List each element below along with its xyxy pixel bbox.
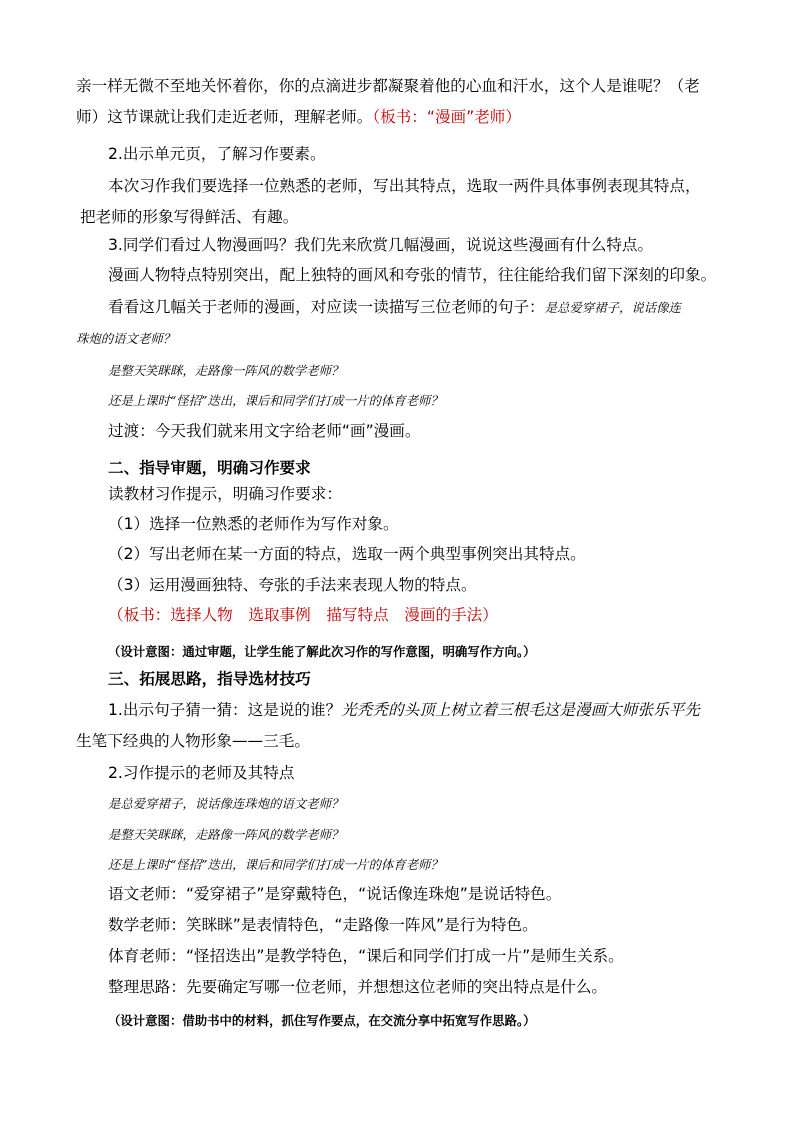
paragraph-line: 读教材习作提示，明确习作要求： [108, 485, 342, 503]
design-intent-note: （设计意图：通过审题，让学生能了解此次习作的写作意图，明确写作方向。） [108, 644, 536, 659]
list-item: （1）选择一位熟悉的老师作为写作对象。 [108, 515, 399, 533]
board-note: （板书：“漫画”老师） [372, 108, 521, 126]
quote-text: 光秃秃的头顶上树立着三根毛这是漫画大师张乐平先 [341, 701, 700, 719]
section-heading: 二、指导审题，明确习作要求 [108, 459, 311, 477]
quote-line: 是整天笑眯眯，走路像一阵风的数学老师？ [108, 363, 344, 378]
paragraph-line: 过渡：今天我们就来用文字给老师“画”漫画。 [108, 422, 421, 440]
paragraph-line: 数学老师：笑眯眯”是表情特色，“走路像一阵风”是行为特色。 [108, 916, 538, 934]
paragraph-line: 3.同学们看过人物漫画吗？我们先来欣赏几幅漫画，说说这些漫画有什么特点。 [108, 236, 654, 254]
list-item: （3）运用漫画独特、夸张的手法来表现人物的特点。 [108, 576, 477, 594]
paragraph-line: 看看这几幅关于老师的漫画，对应读一读描写三位老师的句子：是总爱穿裙子，说话像连 [108, 298, 681, 316]
paragraph-line: 本次习作我们要选择一位熟悉的老师，写出其特点，选取一两件具体事例表现其特点， [108, 177, 701, 195]
paragraph-line: 生笔下经典的人物形象——三毛。 [76, 732, 310, 750]
quote-line: 是总爱穿裙子，说话像连珠炮的语文老师？ [108, 796, 344, 811]
paragraph-line [76, 327, 175, 350]
quote-text: 是总爱穿裙子，说话像连 [544, 300, 681, 315]
paragraph-line: 体育老师：“怪招迭出”是教学特色，“课后和同学们打成一片”是师生关系。 [108, 947, 624, 965]
paragraph-line: 2.习作提示的老师及其特点 [108, 764, 295, 782]
paragraph-line: 把老师的形象写得鲜活、有趣。 [80, 208, 299, 226]
paragraph-line: 2.出示单元页，了解习作要素。 [108, 145, 326, 163]
paragraph-line: 师）这节课就让我们走近老师，理解老师。（板书：“漫画”老师） [76, 108, 521, 126]
board-note: （板书：选择人物 选取事例 描写特点 漫画的手法） [108, 606, 498, 624]
section-heading: 三、拓展思路，指导选材技巧 [108, 670, 311, 688]
list-item: （2）写出老师在某一方面的特点，选取一两个典型事例突出其特点。 [108, 545, 586, 563]
paragraph-line: 亲一样无微不至地关怀着你，你的点滴进步都凝聚着他的心血和汗水，这个人是谁呢？（老 [76, 77, 700, 95]
quote-line: 还是上课时“怪招”迭出，课后和同学们打成一片的体育老师？ [108, 857, 443, 872]
design-intent-note: （设计意图：借助书中的材料，抓住写作要点，在交流分享中拓宽写作思路。） [108, 1013, 536, 1028]
quote-text: 珠炮的语文老师？ [76, 331, 176, 346]
paragraph-line: 1.出示句子猜一猜：这是说的谁？光秃秃的头顶上树立着三根毛这是漫画大师张乐平先 [108, 701, 700, 719]
quote-line: 还是上课时“怪招”迭出，课后和同学们打成一片的体育老师？ [108, 393, 443, 408]
paragraph-line: 整理思路：先要确定写哪一位老师，并想想这位老师的突出特点是什么。 [108, 978, 608, 996]
paragraph-line: 漫画人物特点特别突出，配上独特的画风和夸张的情节，往往能给我们留下深刻的印象。 [108, 266, 717, 284]
quote-line: 是整天笑眯眯，走路像一阵风的数学老师？ [108, 827, 344, 842]
paragraph-line: 语文老师：“爱穿裙子”是穿戴特色，“说话像连珠炮”是说话特色。 [108, 885, 562, 903]
